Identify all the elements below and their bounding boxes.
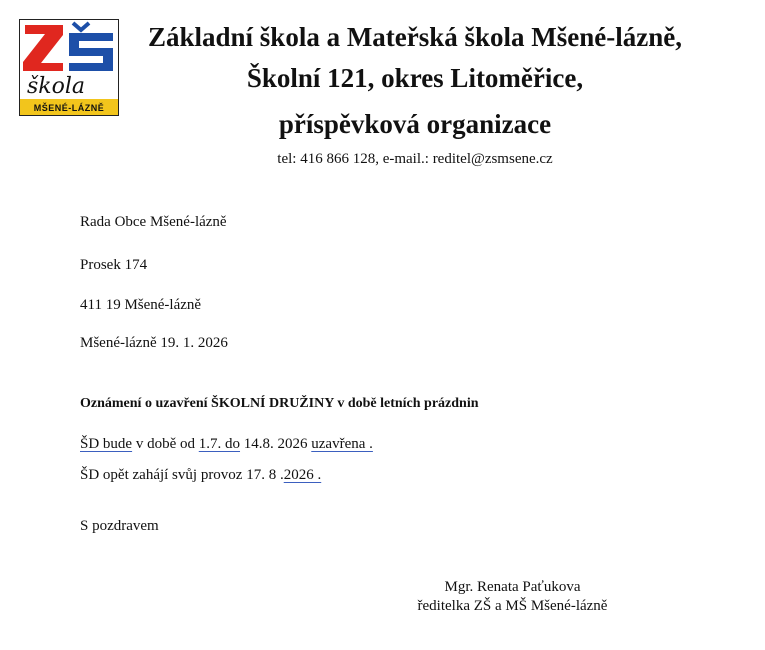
letter-subject: Oznámení o uzavření ŠKOLNÍ DRUŽINY v době letních prázdnin bbox=[80, 396, 479, 411]
body-p1-part-e: uzavřena . bbox=[311, 436, 373, 452]
recipient-city: 411 19 Mšené-lázně bbox=[80, 297, 202, 313]
body-paragraph-2 bbox=[80, 465, 321, 485]
body-p1-part-d: 14.8. 2026 bbox=[240, 436, 312, 452]
body-p1-part-b: v době od bbox=[132, 436, 199, 452]
letter-date: Mšené-lázně 19. 1. 2026 bbox=[80, 335, 228, 351]
logo-word: škola bbox=[27, 74, 86, 99]
body-p1-part-a: ŠD bude bbox=[80, 436, 133, 452]
body-p2-part-b: 2026 . bbox=[283, 467, 322, 483]
recipient-name: Rada Obce Mšené-lázně bbox=[80, 214, 227, 230]
body-p2-part-a: ŠD opět zahájí svůj provoz 17. 8 . bbox=[80, 467, 284, 483]
signature-title: ředitelka ZŠ a MŠ Mšené-lázně bbox=[417, 598, 608, 614]
contact-line: tel: 416 866 128, e-mail.: reditel@zsmsene.cz bbox=[277, 151, 553, 167]
closing-greeting: S pozdravem bbox=[80, 518, 159, 534]
school-type-title: příspěvková organizace bbox=[278, 109, 552, 139]
school-name-title: Základní škola a Mateřská škola Mšené-lázně, bbox=[147, 22, 683, 52]
recipient-street: Prosek 174 bbox=[80, 257, 148, 273]
logo-place: MŠENÉ-LÁZNĚ bbox=[33, 103, 105, 113]
body-paragraph-1 bbox=[80, 434, 373, 454]
school-address-title: Školní 121, okres Litoměřice, bbox=[246, 63, 584, 93]
signature-name: Mgr. Renata Paťukova bbox=[444, 579, 581, 595]
body-p1-part-c: 1.7. do bbox=[198, 436, 241, 452]
